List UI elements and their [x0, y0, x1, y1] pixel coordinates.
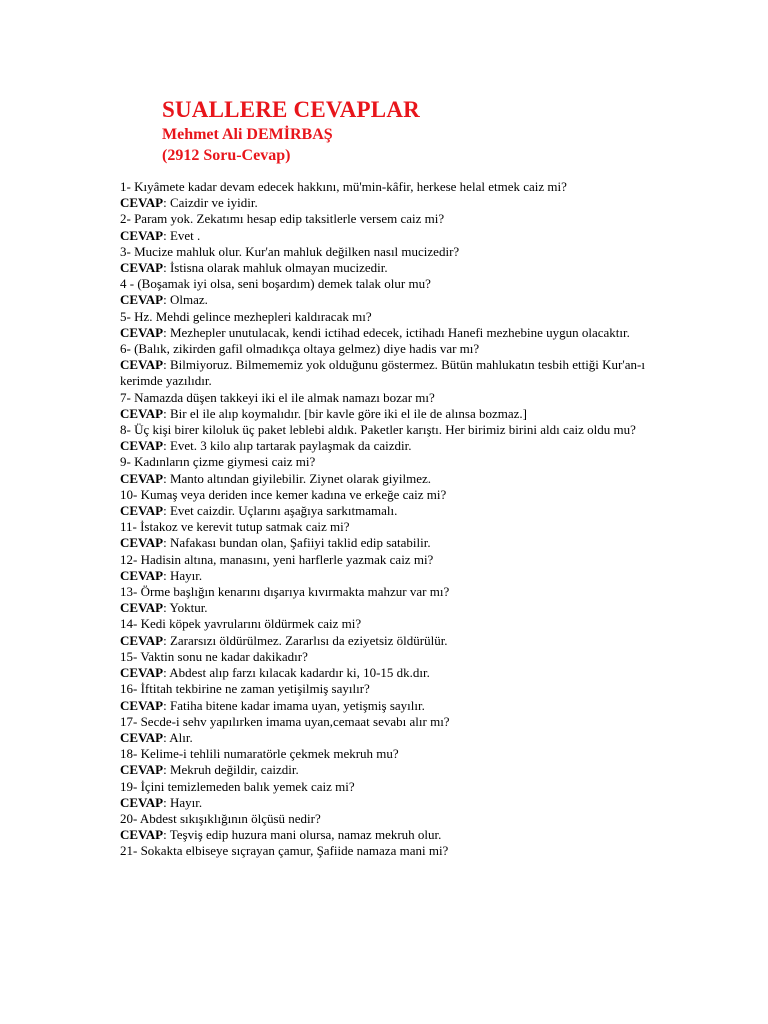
answer-text	[120, 633, 660, 649]
author-name: Mehmet Ali DEMİRBAŞ	[162, 126, 333, 143]
answer-text	[120, 827, 660, 843]
answer-body: : Alır.	[163, 729, 193, 745]
answer-body: : Abdest alıp farzı kılacak kadardır ki, 10-15 dk.dır.	[163, 665, 430, 681]
answer-text	[120, 195, 660, 211]
answer-label: CEVAP	[120, 405, 164, 421]
answer-text	[120, 665, 660, 681]
question-text: 4 - (Boşamak iyi olsa, seni boşardım) demek talak olur mu?	[120, 276, 431, 292]
question-text: 15- Vaktin sonu ne kadar dakikadır?	[120, 648, 308, 664]
answer-text	[120, 698, 660, 714]
question-text: 13- Örme başlığın kenarını dışarıya kıvırmakta mahzur var mı?	[120, 584, 450, 600]
answer-label: CEVAP	[120, 567, 164, 583]
answer-body: : Zararsızı öldürülmez. Zararlısı da eziyetsiz öldürülür.	[163, 632, 448, 648]
answer-text	[120, 228, 660, 244]
answer-text	[120, 260, 660, 276]
answer-text	[120, 730, 660, 746]
answer-text	[120, 503, 660, 519]
answer-body: : Manto altından giyilebilir. Ziynet olarak giyilmez.	[163, 470, 431, 486]
question-text: 20- Abdest sıkışıklığının ölçüsü nedir?	[120, 810, 321, 826]
answer-body: : Caizdir ve iyidir.	[163, 195, 258, 211]
question-text: 1- Kıyâmete kadar devam edecek hakkını, mü'min-kâfir, herkese helal etmek caiz mi?	[120, 179, 567, 194]
question-text: 3- Mucize mahluk olur. Kur'an mahluk değilken nasıl mucizedir?	[120, 243, 460, 259]
answer-body: : Olmaz.	[163, 292, 208, 308]
question-text: 9- Kadınların çizme giymesi caiz mi?	[120, 454, 316, 470]
answer-label: CEVAP	[120, 665, 164, 681]
answer-body: : Evet. 3 kilo alıp tartarak paylaşmak da caizdir.	[163, 438, 412, 454]
question-text: 7- Namazda düşen takkeyi iki el ile almak namazı bozar mı?	[120, 389, 435, 405]
answer-body: : Fatiha bitene kadar imama uyan, yetişmiş sayılır.	[163, 697, 425, 713]
answer-label: CEVAP	[120, 470, 164, 486]
answer-label: CEVAP	[120, 535, 164, 551]
question-text: 2- Param yok. Zekatımı hesap edip taksitlerle versem caiz mi?	[120, 211, 445, 227]
answer-body: : Evet .	[163, 227, 201, 243]
answer-body: : Hayır.	[163, 567, 203, 583]
answer-body: : Evet caizdir. Uçlarını aşağıya sarkıtmamalı.	[163, 503, 398, 519]
answer-label: CEVAP	[120, 729, 164, 745]
answer-text	[120, 600, 660, 616]
question-text: 6- (Balık, zikirden gafil olmadıkça oltaya gelmez) diye hadis var mı?	[120, 341, 480, 357]
answer-body: : Hayır.	[163, 794, 203, 810]
answer-text	[120, 325, 660, 341]
answer-label: CEVAP	[120, 762, 164, 778]
question-text: 10- Kumaş veya deriden ince kemer kadına ve erkeğe caiz mi?	[120, 486, 447, 502]
question-text: 12- Hadisin altına, manasını, yeni harflerle yazmak caiz mi?	[120, 551, 434, 567]
answer-text	[120, 535, 660, 551]
question-text: 11- İstakoz ve kerevit tutup satmak caiz mi?	[120, 519, 350, 535]
answer-body: : Bilmiyoruz. Bilmememiz yok olduğunu göstermez. Bütün mahlukatın tesbih ettiği Kur'an-ı kerimde yazılıdır.	[120, 357, 645, 389]
answer-label: CEVAP	[120, 600, 164, 616]
answer-body: : Nafakası bundan olan, Şafiiyi taklid edip satabilir.	[163, 535, 431, 551]
question-text: 17- Secde-i sehv yapılırken imama uyan,cemaat sevabı alır mı?	[120, 713, 450, 729]
answer-body: : Mekruh değildir, caizdir.	[163, 762, 299, 778]
question-text: 5- Hz. Mehdi gelince mezhepleri kaldıracak mı?	[120, 308, 372, 324]
answer-body: : Mezhepler unutulacak, kendi ictihad edecek, ictihadı Hanefi mezhebine uygun olacaktır.	[163, 324, 630, 340]
answer-label: CEVAP	[120, 632, 164, 648]
answer-text	[120, 795, 660, 811]
answer-text	[120, 438, 660, 454]
answer-body: : Teşviş edip huzura mani olursa, namaz mekruh olur.	[163, 827, 442, 843]
answer-label: CEVAP	[120, 195, 164, 211]
answer-label: CEVAP	[120, 292, 164, 308]
question-text: 14- Kedi köpek yavrularını öldürmek caiz mi?	[120, 616, 362, 632]
page-title: SUALLERE CEVAPLAR	[162, 97, 420, 122]
answer-text	[120, 762, 660, 778]
answer-body: : Bir el ile alıp koymalıdır. [bir kavle göre iki el ile de alınsa bozmaz.]	[163, 405, 527, 421]
question-text: 8- Üç kişi birer kiloluk üç paket leblebi aldık. Paketler karıştı. Her birimiz birini aldı caiz oldu mu?	[120, 422, 636, 438]
answer-label: CEVAP	[120, 227, 164, 243]
document-header	[162, 96, 420, 166]
answer-label: CEVAP	[120, 503, 164, 519]
answer-label: CEVAP	[120, 827, 164, 843]
page-subtitle: (2912 Soru-Cevap)	[162, 147, 291, 164]
qa-list	[120, 179, 660, 860]
answer-label: CEVAP	[120, 697, 164, 713]
answer-text	[120, 406, 660, 422]
answer-label: CEVAP	[120, 794, 164, 810]
answer-text	[120, 568, 660, 584]
question-text: 18- Kelime-i tehlili numaratörle çekmek mekruh mu?	[120, 746, 399, 762]
question-text: 19- İçini temizlemeden balık yemek caiz mi?	[120, 778, 355, 794]
answer-label: CEVAP	[120, 438, 164, 454]
answer-body: : Yoktur.	[163, 600, 208, 616]
answer-text	[120, 357, 660, 389]
answer-label: CEVAP	[120, 357, 164, 373]
answer-text	[120, 292, 660, 308]
answer-text	[120, 471, 660, 487]
answer-label: CEVAP	[120, 324, 164, 340]
question-text: 21- Sokakta elbiseye sıçrayan çamur, Şafiide namaza mani mi?	[120, 843, 449, 859]
answer-label: CEVAP	[120, 260, 164, 276]
answer-body: : İstisna olarak mahluk olmayan mucizedir.	[163, 260, 388, 276]
question-text: 16- İftitah tekbirine ne zaman yetişilmiş sayılır?	[120, 681, 370, 697]
